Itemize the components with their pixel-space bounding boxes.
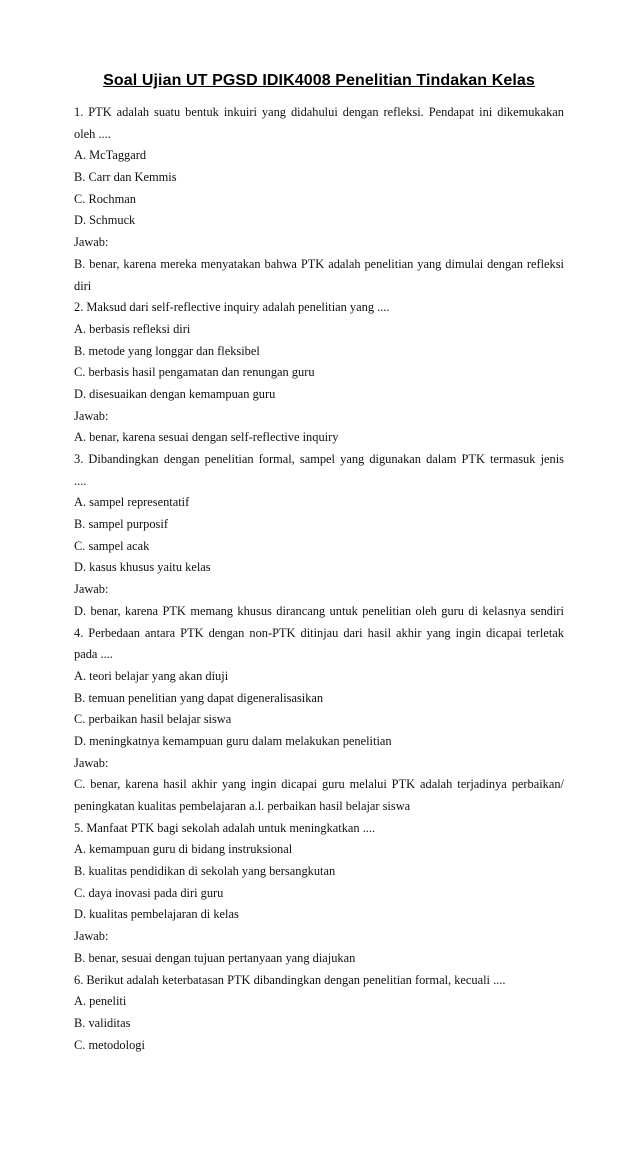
q6-option-c: C. metodologi xyxy=(74,1037,145,1052)
q6-option-b: B. validitas xyxy=(74,1015,131,1030)
q1-option-b: B. Carr dan Kemmis xyxy=(74,170,177,185)
q1-option-d: D. Schmuck xyxy=(74,213,136,228)
q3-text-line1: 3. Dibandingkan dengan penelitian formal, sampel yang digunakan dalam PTK termasuk jenis xyxy=(74,452,564,466)
q4-text-line2: pada .... xyxy=(74,647,113,662)
q5-option-a: A. kemampuan guru di bidang instruksional xyxy=(74,842,293,857)
q3-option-d: D. kasus khusus yaitu kelas xyxy=(74,560,211,575)
q4-answer-line2: peningkatan kualitas pembelajaran a.l. perbaikan hasil belajar siswa xyxy=(74,799,411,813)
q2-option-c: C. berbasis hasil pengamatan dan renungan guru xyxy=(74,365,315,380)
q3-option-c: C. sampel acak xyxy=(74,538,150,553)
q2-answer-line1: A. benar, karena sesuai dengan self-reflective inquiry xyxy=(74,430,339,445)
q1-answer-line2: diri xyxy=(74,278,92,293)
q1-answer-line1: B. benar, karena mereka menyatakan bahwa PTK adalah penelitian yang dimulai dengan refleksi xyxy=(74,256,564,271)
document-body xyxy=(74,102,564,1056)
q4-answer-line1: C. benar, karena hasil akhir yang ingin dicapai guru melalui PTK adalah terjadinya perbaikan/ xyxy=(74,777,564,792)
q4-option-d: D. meningkatnya kemampuan guru dalam melakukan penelitian xyxy=(74,733,392,748)
q2-option-d: D. disesuaikan dengan kemampuan guru xyxy=(74,386,276,401)
q3-answer-line1: D. benar, karena PTK memang khusus dirancang untuk penelitian oleh guru di kelasnya sendiri xyxy=(74,603,564,618)
q2-option-a: A. berbasis refleksi diri xyxy=(74,321,191,336)
q5-option-b: B. kualitas pendidikan di sekolah yang bersangkutan xyxy=(74,864,336,879)
q6-text-line1: 6. Berikut adalah keterbatasan PTK dibandingkan dengan penelitian formal, kecuali .... xyxy=(74,972,506,987)
q1-option-a: A. McTaggard xyxy=(74,148,147,163)
q1-text-line2: oleh .... xyxy=(74,126,111,141)
q5-option-d: D. kualitas pembelajaran di kelas xyxy=(74,907,239,922)
q3-option-b: B. sampel purposif xyxy=(74,517,168,532)
q2-option-b: B. metode yang longgar dan fleksibel xyxy=(74,343,260,358)
q1-text-line1: 1. PTK adalah suatu bentuk inkuiri yang didahului dengan refleksi. Pendapat ini dikemukakan xyxy=(74,105,564,119)
q2-text-line1: 2. Maksud dari self-reflective inquiry adalah penelitian yang .... xyxy=(74,300,390,315)
q5-answer-line1: B. benar, sesuai dengan tujuan pertanyaan yang diajukan xyxy=(74,950,356,965)
q3-text-line2: .... xyxy=(74,473,87,488)
q6-option-a: A. peneliti xyxy=(74,994,127,1009)
q5-option-c: C. daya inovasi pada diri guru xyxy=(74,885,224,900)
document-title: Soal Ujian UT PGSD IDIK4008 Penelitian Tindakan Kelas xyxy=(103,72,535,89)
q2-answer-label: Jawab: xyxy=(74,408,109,423)
q1-option-c: C. Rochman xyxy=(74,191,136,206)
q3-answer-label: Jawab: xyxy=(74,582,109,597)
q4-answer-label: Jawab: xyxy=(74,755,109,770)
q4-option-b: B. temuan penelitian yang dapat digeneralisasikan xyxy=(74,690,324,705)
q1-answer-label: Jawab: xyxy=(74,235,109,250)
q5-answer-label: Jawab: xyxy=(74,929,109,944)
q4-text-line1: 4. Perbedaan antara PTK dengan non-PTK ditinjau dari hasil akhir yang ingin dicapai terletak xyxy=(74,625,564,640)
q3-option-a: A. sampel representatif xyxy=(74,495,190,510)
q4-option-c: C. perbaikan hasil belajar siswa xyxy=(74,712,232,727)
q4-option-a: A. teori belajar yang akan diuji xyxy=(74,668,229,683)
q5-text-line1: 5. Manfaat PTK bagi sekolah adalah untuk meningkatkan .... xyxy=(74,820,376,835)
